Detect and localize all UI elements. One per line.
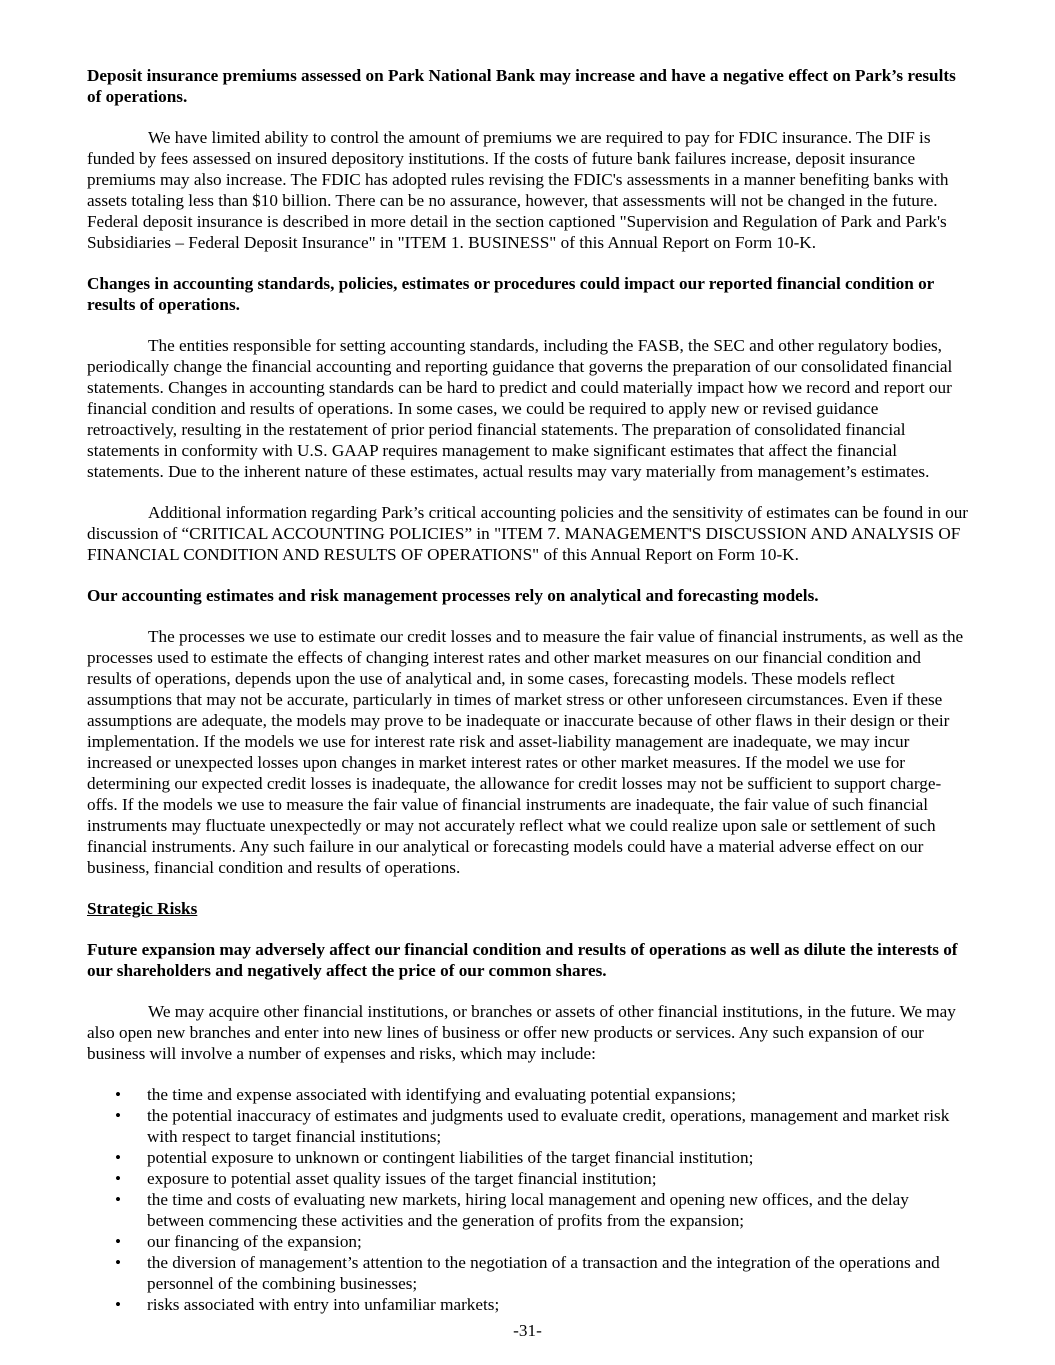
bullet-icon: • — [115, 1295, 122, 1314]
paragraph-future-expansion-intro: We may acquire other financial institutions, or branches or assets of other financial institutions, in the future. We may also open new branches and enter into new lines of business or offer new products or services. Any such expansion of our business will involve a number of expenses and risks, which may include: — [87, 1002, 956, 1063]
list-item — [87, 1294, 968, 1315]
list-item-text: the diversion of management’s attention to the negotiation of a transaction and the integration of the operations and personnel of the combining businesses; — [147, 1253, 940, 1293]
heading-deposit-insurance-risk: Deposit insurance premiums assessed on Park National Bank may increase and have a negative effect on Park’s results of operations. — [87, 66, 956, 106]
bullet-icon: • — [115, 1190, 122, 1209]
list-item-text: the time and expense associated with identifying and evaluating potential expansions; — [147, 1085, 736, 1104]
list-item-text: risks associated with entry into unfamiliar markets; — [147, 1295, 500, 1314]
bullet-icon: • — [115, 1232, 122, 1251]
list-item-text: our financing of the expansion; — [147, 1232, 362, 1251]
bullet-icon: • — [115, 1253, 122, 1272]
list-item — [87, 1168, 968, 1189]
paragraph-deposit-insurance: We have limited ability to control the amount of premiums we are required to pay for FDIC insurance. The DIF is funded by fees assessed on insured depository institutions. If the costs of future bank failures increase, deposit insurance premiums may also increase. The FDIC has adopted rules revising the FDIC's assessments in a manner benefiting banks with assets totaling less than $10 billion. There can be no assurance, however, that assessments will not be changed in the future. Federal deposit insurance is described in more detail in the section captioned "Supervision and Regulation of Park and Park's Subsidiaries – Federal Deposit Insurance" in "ITEM 1. BUSINESS" of this Annual Report on Form 10-K. — [87, 128, 949, 252]
heading-models-risk: Our accounting estimates and risk management processes rely on analytical and forecasting models. — [87, 586, 819, 605]
list-item-text: potential exposure to unknown or contingent liabilities of the target financial institution; — [147, 1148, 754, 1167]
expansion-risk-list — [87, 1084, 968, 1315]
list-item-text: the potential inaccuracy of estimates and judgments used to evaluate credit, operations, management and market risk with respect to target financial institutions; — [147, 1106, 950, 1146]
page-content — [87, 65, 968, 1315]
page-number: -31- — [513, 1321, 542, 1340]
list-item — [87, 1252, 968, 1294]
list-item — [87, 1189, 968, 1231]
paragraph-critical-accounting-policies: Additional information regarding Park’s critical accounting policies and the sensitivity of estimates can be found in our discussion of “CRITICAL ACCOUNTING POLICIES” in "ITEM 7. MANAGEMENT'S DISCUSSION AND ANALYSIS OF FINANCIAL CONDITION AND RESULTS OF OPERATIONS" of this Annual Report on Form 10-K. — [87, 503, 969, 564]
heading-future-expansion-risk: Future expansion may adversely affect our financial condition and results of operations as well as dilute the interests of our shareholders and negatively affect the price of our common shares. — [87, 940, 958, 980]
heading-strategic-risks: Strategic Risks — [87, 899, 198, 918]
list-item — [87, 1084, 968, 1105]
list-item-text: exposure to potential asset quality issues of the target financial institution; — [147, 1169, 657, 1188]
heading-accounting-standards-risk: Changes in accounting standards, policies, estimates or procedures could impact our reported financial condition or results of operations. — [87, 274, 934, 314]
paragraph-accounting-standards: The entities responsible for setting accounting standards, including the FASB, the SEC and other regulatory bodies, periodically change the financial accounting and reporting guidance that governs the preparation of our consolidated financial statements. Changes in accounting standards can be hard to predict and could materially impact how we record and report our financial condition and results of operations. In some cases, we could be required to apply new or revised guidance retroactively, resulting in the restatement of prior period financial statements. The preparation of consolidated financial statements in conformity with U.S. GAAP requires management to make significant estimates that affect the financial statements. Due to the inherent nature of these estimates, actual results may vary materially from management’s estimates. — [87, 336, 953, 481]
list-item — [87, 1147, 968, 1168]
bullet-icon: • — [115, 1085, 122, 1104]
list-item — [87, 1105, 968, 1147]
bullet-icon: • — [115, 1148, 122, 1167]
bullet-icon: • — [115, 1169, 122, 1188]
bullet-icon: • — [115, 1106, 122, 1125]
list-item — [87, 1231, 968, 1252]
list-item-text: the time and costs of evaluating new markets, hiring local management and opening new offices, and the delay between commencing these activities and the generation of profits from the expansion; — [147, 1190, 909, 1230]
paragraph-models: The processes we use to estimate our credit losses and to measure the fair value of financial instruments, as well as the processes used to estimate the effects of changing interest rates and other market measures on our financial condition and results of operations, depends upon the use of analytical and, in some cases, forecasting models. These models reflect assumptions that may not be accurate, particularly in times of market stress or other unforeseen circumstances. Even if these assumptions are adequate, the models may prove to be inadequate or inaccurate because of other flaws in their design or their implementation. If the models we use for interest rate risk and asset-liability management are inadequate, we may incur increased or unexpected losses upon changes in market interest rates or other market measures. If the model we use for determining our expected credit losses is inadequate, the allowance for credit losses may not be sufficient to support charge-offs. If the models we use to measure the fair value of financial instruments are inadequate, the fair value of such financial instruments may fluctuate unexpectedly or may not accurately reflect what we could realize upon sale or settlement of such financial instruments. Any such failure in our analytical or forecasting models could have a material adverse effect on our business, financial condition and results of operations. — [87, 627, 964, 877]
